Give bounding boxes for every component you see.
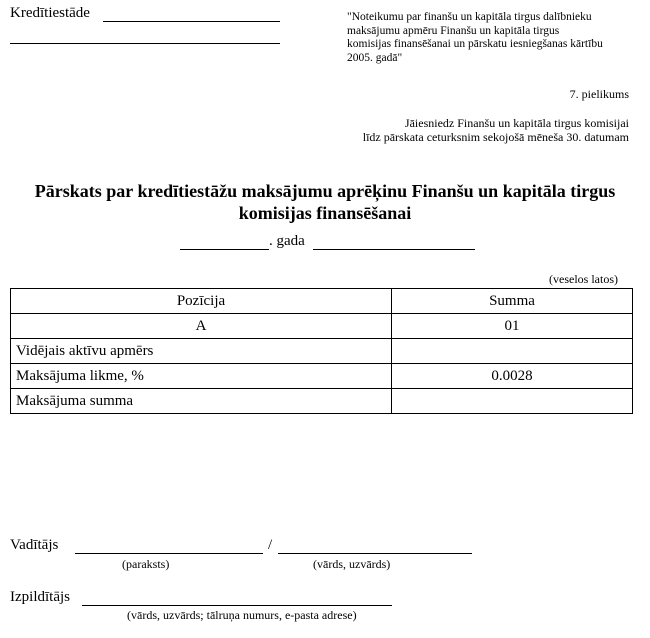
row-value-input[interactable] <box>392 389 633 414</box>
submission-note-line: Jāiesniedz Finanšu un kapitāla tirgus komisijai <box>404 116 629 130</box>
table-header-row <box>11 289 633 314</box>
year-field[interactable] <box>313 249 475 250</box>
column-header-position: Pozīcija <box>11 289 392 314</box>
report-table <box>10 288 633 414</box>
regulation-reference-line: 2005. gadā" <box>347 51 403 64</box>
institution-field-line-2[interactable] <box>10 43 280 44</box>
manager-name-field[interactable] <box>278 553 472 554</box>
regulation-reference-line: "Noteikumu par finanšu un kapitāla tirgus dalībnieku <box>347 11 592 23</box>
signature-separator: / <box>268 537 273 553</box>
row-label: Maksājuma summa <box>11 389 392 414</box>
manager-signature-field[interactable] <box>75 553 263 554</box>
signature-caption: (paraksts) <box>122 557 170 571</box>
table-row <box>11 364 633 389</box>
regulation-reference <box>347 11 629 65</box>
row-value-input[interactable]: 0.0028 <box>392 364 633 389</box>
name-caption: (vārds, uzvārds) <box>313 557 391 571</box>
table-code-row <box>11 314 633 339</box>
row-label: Maksājuma likme, % <box>11 364 392 389</box>
table-row <box>11 389 633 414</box>
column-code-01: 01 <box>392 314 633 339</box>
manager-label: Vadītājs <box>10 537 59 553</box>
submission-note <box>300 116 629 144</box>
row-label: Vidējais aktīvu apmērs <box>11 339 392 364</box>
date-suffix: . gada <box>269 233 305 249</box>
unit-note: (veselos latos) <box>549 272 618 286</box>
regulation-reference-line: komisijas finansēšanai un pārskatu iesniegšanas kārtību <box>347 38 603 50</box>
period-field[interactable] <box>180 249 269 250</box>
report-title-line: komisijas finansēšanai <box>238 203 412 223</box>
report-title <box>0 180 650 224</box>
column-code-a: A <box>11 314 392 339</box>
institution-field-line-1[interactable] <box>103 21 280 22</box>
table-row <box>11 339 633 364</box>
submission-note-line: līdz pārskata ceturksnim sekojošā mēneša 30. datumam <box>362 130 629 144</box>
executor-label: Izpildītājs <box>10 589 70 605</box>
report-title-line: Pārskats par kredītiestāžu maksājumu aprēķinu Finanšu un kapitāla tirgus <box>34 181 616 201</box>
appendix-number: 7. pielikums <box>569 87 629 101</box>
institution-label: Kredītiestāde <box>10 5 90 21</box>
regulation-reference-line: maksājumu apmēru Finanšu un kapitāla tirgus <box>347 24 560 37</box>
executor-field[interactable] <box>82 605 392 606</box>
executor-caption: (vārds, uzvārds; tālruņa numurs, e-pasta adrese) <box>127 608 357 622</box>
row-value-input[interactable] <box>392 339 633 364</box>
column-header-amount: Summa <box>392 289 633 314</box>
